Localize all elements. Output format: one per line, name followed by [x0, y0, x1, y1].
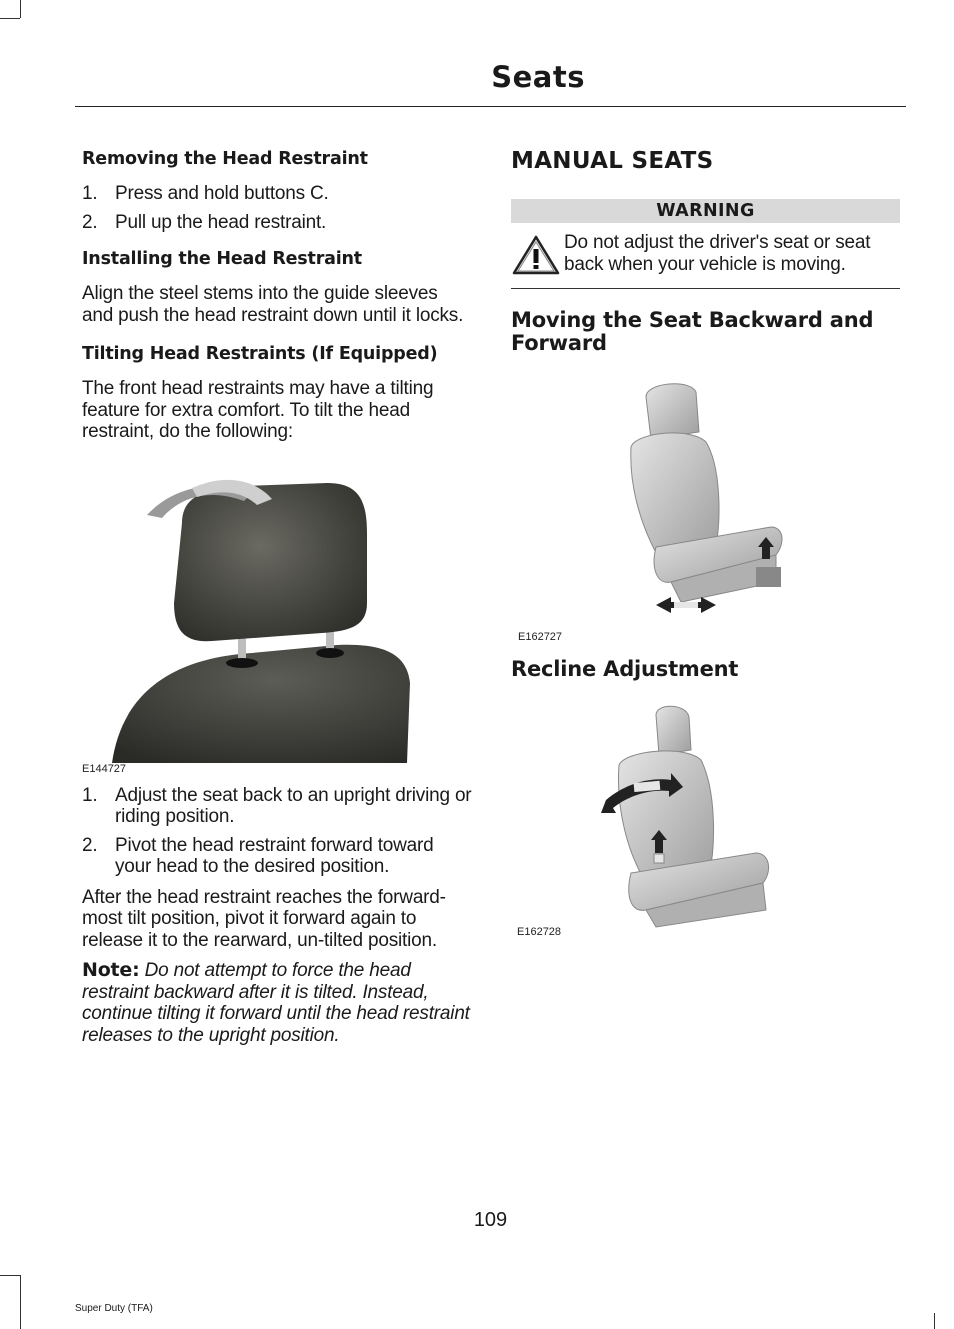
head-restraint-illustration [82, 463, 472, 773]
figure-code: E144727 [82, 762, 127, 775]
seat-fore-aft-illustration [511, 377, 900, 627]
after-text: After the head restraint reaches the forward-most tilt position, pivot it forward again to release it to the rearward, un-tilted position. [82, 886, 446, 951]
list-item: 1. Press and hold buttons C. [82, 183, 329, 204]
footer-model: Super Duty (TFA) [75, 1303, 153, 1314]
note [82, 960, 472, 1046]
list-item: 1. Adjust the seat back to an upright driving or riding position. [82, 784, 472, 827]
crop-mark [934, 1313, 935, 1329]
figure-code: E162727 [518, 631, 563, 643]
section-title: MANUAL SEATS [511, 148, 714, 174]
installing-heading: Installing the Head Restraint [82, 249, 362, 269]
title-divider [75, 106, 906, 107]
page-number: 109 [473, 1209, 508, 1231]
recline-heading: Recline Adjustment [511, 657, 739, 681]
warning-divider [511, 288, 900, 289]
seat-recline-illustration [511, 705, 900, 950]
list-item: 2. Pull up the head restraint. [82, 211, 327, 233]
left-column [82, 146, 472, 1046]
right-column [511, 146, 900, 967]
seat-fore-aft-figure [511, 377, 900, 643]
warning-triangle-icon [511, 234, 561, 276]
tilting-steps [82, 785, 472, 878]
crop-mark [0, 18, 20, 19]
page-title: Seats [491, 60, 585, 94]
removing-heading: Removing the Head Restraint [82, 149, 368, 169]
warning-text: Do not adjust the driver's seat or seat back when your vehicle is moving. [564, 232, 871, 275]
tilting-text: The front head restraints may have a tilting feature for extra comfort. To tilt the head restraint, do the following: [82, 378, 434, 442]
crop-mark [0, 1275, 20, 1276]
warning-box [511, 232, 900, 276]
note-text: Do not attempt to force the head restraint backward after it is tilted. Instead, continue tilting it forward until the head restraint releases to the upright position. [82, 960, 470, 1046]
note-label: Note: [82, 959, 140, 981]
figure-code: E162728 [517, 926, 562, 938]
head-restraint-figure [82, 463, 472, 783]
crop-mark [20, 0, 21, 18]
installing-text: Align the steel stems into the guide sleeves and push the head restraint down until it locks. [82, 283, 464, 326]
list-item: 2. Pivot the head restraint forward toward your head to the desired position. [82, 834, 434, 877]
tilting-heading: Tilting Head Restraints (If Equipped) [82, 344, 438, 364]
warning-bar: WARNING [511, 199, 900, 223]
moving-heading: Moving the Seat Backward and Forward [511, 308, 874, 355]
seat-recline-figure [511, 705, 900, 967]
removing-steps [82, 183, 472, 233]
crop-mark [20, 1275, 21, 1329]
